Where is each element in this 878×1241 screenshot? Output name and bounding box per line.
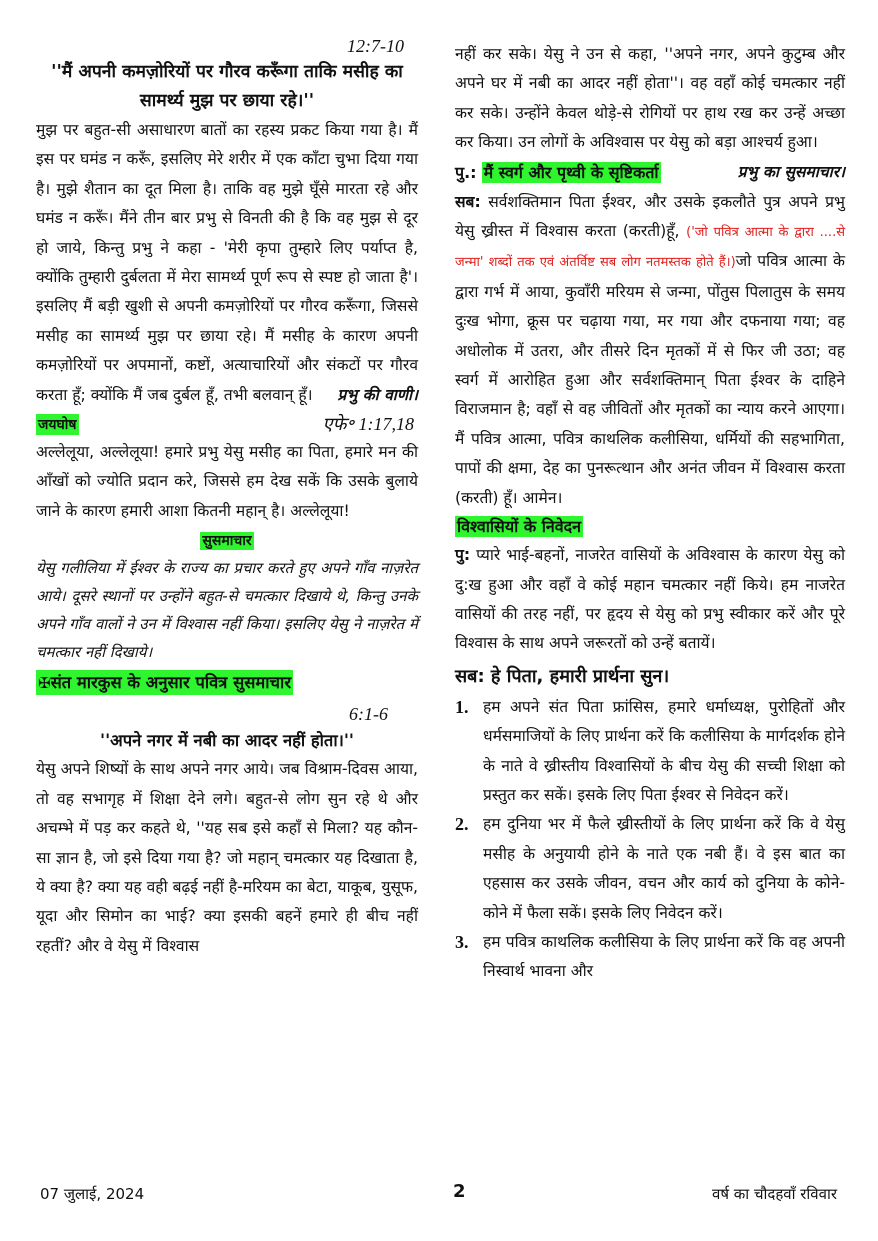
reading-closing: प्रभु की वाणी। bbox=[337, 385, 418, 404]
intentions-list bbox=[455, 693, 845, 987]
cross-icon: ✠ bbox=[38, 674, 51, 693]
gospel-reference: 6:1-6 bbox=[349, 704, 388, 725]
intention-text: हम दुनिया भर में फैले ख्रीस्तीयों के लिए प्रार्थना करें कि वे येसु मसीह के अनुयायी होने के नाते एक नबी हैं। वे इस बात का एहसास कर उसके जीवन, वचन और कार्य को दुनिया के कोने-कोने में फैला सकें। इसके लिए निवेदन करें। bbox=[483, 815, 845, 922]
prayers-intro-text: प्यारे भाई-बहनों, नाजरेत वासियों के अविश्वास के कारण येसु को दु:ख हुआ और वहाँ वे कोई महान चमत्कार नहीं किये। हम नाजरेत वासियों की तरह नहीं, पर हृदय से येसु को प्रभु स्वीकार करें और पूरे विश्वास के साथ अपने जरूरतों को उन्हें बतायें। bbox=[455, 546, 845, 653]
intention-text: हम पवित्र काथलिक कलीसिया के लिए प्रार्थना करें कि वह अपनी निस्वार्थ भावना और bbox=[483, 932, 845, 981]
creed-heading: मैं स्वर्ग और पृथ्वी के सृष्टिकर्ता bbox=[483, 162, 659, 182]
footer-title: वर्ष का चौदहवाँ रविवार bbox=[712, 1185, 838, 1203]
intention-number: 2. bbox=[455, 814, 469, 835]
gospel-intro: येसु गलीलिया में ईश्वर के राज्य का प्रचार करते हुए अपने गाँव नाज़रेत आये। दूसरे स्थानों पर उन्होंने बहुत-से चमत्कार दिखाये थे, किन्तु उनके अपने गाँव वालों ने उन में विश्वास नहीं किया। इसलिए येसु ने नाज़रेत में चमत्कार नहीं दिखाये। bbox=[36, 559, 418, 662]
gospel-closing: प्रभु का सुसमाचार। bbox=[737, 162, 845, 181]
left-column bbox=[36, 34, 418, 961]
intention-text: हम अपने संत पिता फ्रांसिस, हमारे धर्माध्यक्ष, पुरोहितों और धर्मसमाजियों के लिए प्रार्थना करें कि कलीसिया के मार्गदर्शक होने के नाते वे ख्रीस्तीय विश्वासियों के बीच येसु की सच्ची शिक्षा को प्रस्तुत कर सकें। इसके लिए पिता ईश्वर से निवेदन करें। bbox=[483, 697, 845, 804]
intention-item bbox=[455, 810, 845, 928]
intention-item bbox=[455, 928, 845, 987]
intention-item bbox=[455, 693, 845, 811]
intention-number: 1. bbox=[455, 696, 469, 717]
reading-body bbox=[36, 116, 418, 410]
prayers-heading-row bbox=[455, 513, 845, 541]
page-number: 2 bbox=[453, 1181, 466, 1202]
acclamation-body: अल्लेलूया, अल्लेलूया! हमारे प्रभु येसु मसीह का पिता, हमारे मन की आँखों को ज्योति प्रदान करे, जिससे हम देख सकें कि उसके बुलाये जाने के कारण हमारी आशा कितनी महान् है। अल्लेलूया! bbox=[36, 443, 418, 520]
prayers-intro bbox=[455, 541, 845, 659]
creed-all-label: सब: bbox=[455, 192, 481, 211]
reading-text: मुझ पर बहुत-सी असाधारण बातों का रहस्य प्रकट किया गया है। मैं इस पर घमंड न करूँ, इसलिए मेरे शरीर में एक काँटा चुभा दिया गया है। मुझे शैतान का दूत मिला है। ताकि वह मुझे घूँसे मारता रहे और घमंड न करूँ। मैंने तीन बार प्रभु से विनती की है कि वह मुझ से दूर हो जाये, किन्तु प्रभु ने कहा - 'मेरी कृपा तुम्हारे लिए पर्याप्त है, क्योंकि तुम्हारी दुर्बलता में मेरा सामर्थ्य पूर्ण रूप से स्पष्ट हो जाता है'। इसलिए मैं बड़ी खुशी से अपनी कमज़ोरियों पर गौरव करूँगा, जिससे मसीह का सामर्थ्य मुझ पर छाया रहे। मैं मसीह के कारण अपनी कमज़ोरियों पर अपमानों, कष्टों, अत्याचारियों और संकटों पर गौरव करता हूँ; क्योंकि मैं जब दुर्बल हूँ, तभी बलवान् हूँ। bbox=[36, 121, 418, 404]
reading-title: ''मैं अपनी कमज़ोरियों पर गौरव करूँगा ताकि मसीह का सामर्थ्य मुझ पर छाया रहे।'' bbox=[51, 62, 403, 111]
gospel-label-row bbox=[36, 526, 418, 554]
gospel-heading-text: संत मारकुस के अनुसार पवित्र सुसमाचार bbox=[50, 673, 292, 693]
creed-part2: जो पवित्र आत्मा के द्वारा गर्भ में आया, कुवाँरी मरियम से जन्मा, पोंतुस पिलातुस के समय दुःख भोगा, क्रूस पर चढ़ाया गया, मर गया और दफनाया गया; वह अधोलोक में उतरा, और तीसरे दिन मृतकों में से फिर जी उठा; वह स्वर्ग में आरोहित हुआ और सर्वशक्तिमान् पिता ईश्वर के दाहिने विराजमान है; वहाँ से वह जीवितों और मृतकों का न्याय करने आएगा। मैं पवित्र आत्मा, पवित्र काथलिक कलीसिया, धर्मियों की सहभागिता, पापों की क्षमा, देह का पुनरूत्थान और अनंत जीवन में विश्वास करता (करती) हूँ। आमेन। bbox=[455, 252, 846, 507]
gospel-continued-text: नहीं कर सके। येसु ने उन से कहा, ''अपने नगर, अपने कुटुम्ब और अपने घर में नबी का आदर नहीं होता''। वह वहाँ कोई चमत्कार नहीं कर सके। उन्होंने केवल थोड़े-से रोगियों पर हाथ रख कर उन्हें अच्छा कर किया। उन लोगों के अविश्वास पर येसु को बड़ा आश्चर्य हुआ। bbox=[455, 45, 845, 152]
gospel-label: सुसमाचार bbox=[202, 533, 252, 550]
reading-reference: 12:7-10 bbox=[347, 36, 404, 56]
footer-date: 07 जुलाई, 2024 bbox=[40, 1185, 145, 1203]
gospel-heading bbox=[36, 670, 293, 695]
acclamation-reference: एफे॰ 1:17,18 bbox=[322, 414, 414, 435]
acclamation-label: जयघोष bbox=[36, 414, 79, 435]
creed-leader-label: पु.: bbox=[455, 162, 477, 182]
right-column bbox=[455, 40, 845, 987]
acclamation-header bbox=[36, 410, 418, 438]
intention-number: 3. bbox=[455, 931, 469, 952]
prayers-leader-label: पु: bbox=[455, 546, 471, 565]
creed-body bbox=[455, 188, 845, 513]
creed-part1: सर्वशक्तिमान पिता ईश्वर, और उसके इकलौते पुत्र अपने प्रभु येसु ख्रीस्त में विश्वास करता (करती)हूँ, bbox=[455, 192, 845, 241]
gospel-heading-row bbox=[36, 668, 418, 698]
gospel-title: ''अपने नगर में नबी का आदर नहीं होता।'' bbox=[100, 731, 354, 751]
prayers-response: सब: हे पिता, हमारी प्रार्थना सुन। bbox=[455, 665, 670, 687]
creed-instruction: ('जो पवित्र आत्मा के द्वारा ....से जन्मा' शब्दों तक एवं अंतर्विष्ट सब लोग नतमस्तक होते हैं।) bbox=[455, 225, 845, 271]
prayers-heading: विश्वासियों के निवेदन bbox=[457, 517, 581, 537]
gospel-body: येसु अपने शिष्यों के साथ अपने नगर आये। जब विश्राम-दिवस आया, तो वह सभागृह में शिक्षा देने लगे। बहुत-से लोग सुन रहे थे और अचम्भे में पड़ कर कहते थे, ''यह सब इसे कहाँ से मिला? यह कौन-सा ज्ञान है, जो इसे दिया गया है? जो महान् चमत्कार यह दिखाता है, ये क्या है? क्या यह वही बढ़ई नहीं है-मरियम का बेटा, याकूब, युसूफ, यूदा और सिमोन का भाई? क्या इसकी बहनें हमारे ही बीच नहीं रहतीं? और वे येसु में विश्वास bbox=[36, 760, 418, 955]
